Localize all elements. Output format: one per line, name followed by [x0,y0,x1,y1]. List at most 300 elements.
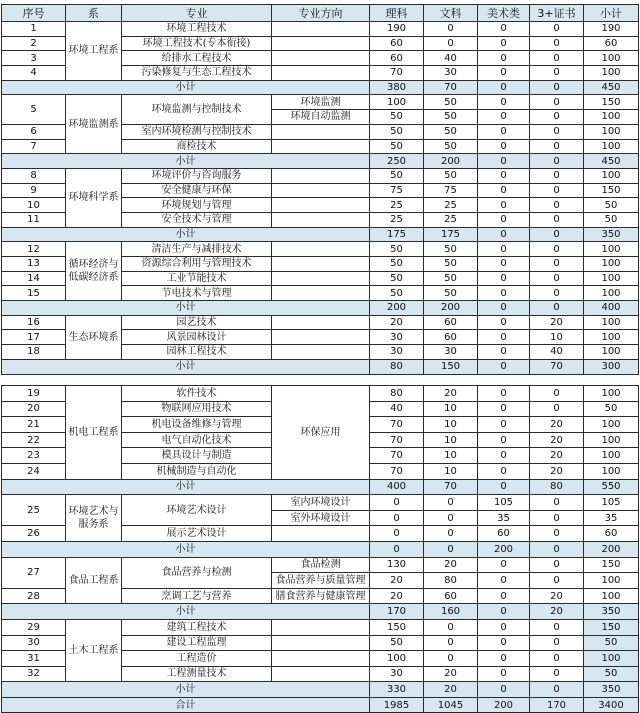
row-number: 23 [2,448,66,464]
row-number: 26 [2,526,66,542]
department-name: 机电工程系 [66,386,122,480]
row-number: 21 [2,417,66,433]
value-zs: 0 [530,124,584,139]
row-number: 28 [2,588,66,604]
row-number: 10 [2,198,66,213]
row-number: 25 [2,495,66,526]
value-zs: 0 [530,666,584,682]
subtotal-li: 0 [370,541,424,557]
department-name: 生态环境系 [66,315,122,359]
value-zs: 0 [530,619,584,635]
row-number: 16 [2,315,66,330]
value-wen: 0 [424,495,478,511]
subtotal-wen: 70 [424,479,478,495]
subtotal-row [2,227,639,242]
subtotal-xj: 350 [584,227,639,242]
value-xj: 35 [584,510,639,526]
major-direction [272,198,370,213]
major-name: 资源综合利用与管理技术 [122,257,272,272]
subtotal-xj: 400 [584,301,639,316]
subtotal-wen: 70 [424,80,478,95]
value-mei: 60 [478,526,530,542]
major-direction [272,51,370,66]
department-name: 循环经济与低碳经济系 [66,242,122,301]
value-mei: 0 [478,110,530,125]
table-row [2,557,639,573]
major-direction [272,139,370,154]
value-li: 30 [370,666,424,682]
value-wen: 50 [424,124,478,139]
value-xj: 100 [584,110,639,125]
column-header: 3+证书 [530,5,584,22]
major-direction [272,666,370,682]
header-row [2,5,639,22]
value-xj: 100 [584,588,639,604]
value-xj: 100 [584,124,639,139]
subtotal-li: 170 [370,604,424,620]
value-wen: 60 [424,330,478,345]
major-name: 清洁生产与减排技术 [122,242,272,257]
department-name: 环境科学系 [66,168,122,227]
value-li: 70 [370,417,424,433]
row-number: 1 [2,22,66,37]
value-wen: 0 [424,526,478,542]
subtotal-mei: 0 [478,154,530,169]
column-header: 小计 [584,5,639,22]
subtotal-zs: 0 [530,541,584,557]
row-number: 3 [2,51,66,66]
subtotal-row [2,154,639,169]
subtotal-mei: 0 [478,80,530,95]
value-li: 50 [370,168,424,183]
value-zs: 20 [530,588,584,604]
value-xj: 190 [584,22,639,37]
major-name: 工程造价 [122,651,272,667]
major-direction: 室内环境设计 [272,495,370,511]
major-name: 工程测量技术 [122,666,272,682]
value-mei: 0 [478,651,530,667]
major-name: 节电技术与管理 [122,286,272,301]
value-wen: 75 [424,183,478,198]
value-li: 60 [370,36,424,51]
value-zs: 0 [530,183,584,198]
value-li: 25 [370,198,424,213]
row-number: 22 [2,432,66,448]
row-number: 7 [2,139,66,154]
value-wen: 50 [424,168,478,183]
value-li: 75 [370,183,424,198]
enrollment-table-bottom [1,385,639,713]
table-row [2,495,639,511]
major-direction [272,619,370,635]
value-mei: 0 [478,242,530,257]
value-zs: 0 [530,110,584,125]
subtotal-wen: 175 [424,227,478,242]
subtotal-xj: 300 [584,359,639,374]
table-row [2,619,639,635]
value-li: 50 [370,635,424,651]
subtotal-xj: 450 [584,80,639,95]
subtotal-mei: 200 [478,541,530,557]
major-name: 园林工程技术 [122,345,272,360]
value-mei: 0 [478,315,530,330]
subtotal-label: 小计 [2,301,370,316]
enrollment-table-part2 [0,385,640,713]
value-zs: 0 [530,510,584,526]
subtotal-label: 小计 [2,682,370,698]
value-mei: 0 [478,432,530,448]
subtotal-row [2,301,639,316]
major-name: 环境规划与管理 [122,198,272,213]
major-name: 机械制造与自动化 [122,463,272,479]
value-wen: 0 [424,635,478,651]
value-xj: 100 [584,386,639,402]
major-name: 工业节能技术 [122,271,272,286]
total-row [2,697,639,713]
value-li: 50 [370,286,424,301]
row-number: 8 [2,168,66,183]
major-name: 模具设计与制造 [122,448,272,464]
department-name: 环境监测系 [66,95,122,154]
value-mei: 0 [478,22,530,37]
row-number: 4 [2,66,66,81]
value-xj: 60 [584,526,639,542]
major-direction: 食品检测 [272,557,370,573]
subtotal-li: 380 [370,80,424,95]
value-li: 40 [370,401,424,417]
value-zs: 0 [530,651,584,667]
subtotal-wen: 0 [424,541,478,557]
value-zs: 0 [530,271,584,286]
major-direction [272,242,370,257]
subtotal-li: 80 [370,359,424,374]
value-li: 0 [370,526,424,542]
major-name: 环境工程技术(专本衔接) [122,36,272,51]
value-mei: 0 [478,95,530,110]
value-mei: 105 [478,495,530,511]
value-li: 70 [370,432,424,448]
row-number: 9 [2,183,66,198]
value-mei: 35 [478,510,530,526]
column-header: 专业方向 [272,5,370,22]
subtotal-zs: 0 [530,80,584,95]
value-wen: 10 [424,401,478,417]
row-number: 18 [2,345,66,360]
major-direction [272,286,370,301]
value-mei: 0 [478,557,530,573]
subtotal-zs: 0 [530,682,584,698]
value-xj: 150 [584,183,639,198]
value-xj: 60 [584,36,639,51]
value-mei: 0 [478,212,530,227]
value-wen: 0 [424,651,478,667]
value-zs: 40 [530,345,584,360]
value-xj: 100 [584,66,639,81]
value-li: 25 [370,212,424,227]
major-direction [272,36,370,51]
value-li: 50 [370,257,424,272]
value-wen: 40 [424,51,478,66]
value-zs: 20 [530,432,584,448]
major-direction: 食品营养与质量管理 [272,573,370,589]
value-xj: 150 [584,557,639,573]
total-xj: 3400 [584,697,639,713]
value-xj: 100 [584,286,639,301]
subtotal-row [2,604,639,620]
value-li: 20 [370,573,424,589]
major-direction: 室外环境设计 [272,510,370,526]
value-zs: 0 [530,66,584,81]
subtotal-xj: 450 [584,154,639,169]
major-direction: 环保应用 [272,386,370,480]
major-name: 机电设备维修与管理 [122,417,272,433]
major-name: 园艺技术 [122,315,272,330]
major-name: 软件技术 [122,386,272,402]
value-wen: 50 [424,110,478,125]
value-mei: 0 [478,448,530,464]
value-mei: 0 [478,386,530,402]
table-row [2,242,639,257]
value-mei: 0 [478,401,530,417]
value-mei: 0 [478,666,530,682]
value-xj: 105 [584,495,639,511]
column-header: 专业 [122,5,272,22]
major-name: 给排水工程技术 [122,51,272,66]
value-wen: 20 [424,557,478,573]
row-number: 14 [2,271,66,286]
value-li: 50 [370,124,424,139]
subtotal-wen: 150 [424,359,478,374]
value-li: 130 [370,557,424,573]
major-name: 建筑工程技术 [122,619,272,635]
value-xj: 100 [584,315,639,330]
enrollment-table-part1 [0,4,640,375]
column-header: 系 [66,5,122,22]
subtotal-li: 330 [370,682,424,698]
value-mei: 0 [478,619,530,635]
value-xj: 100 [584,51,639,66]
department-name: 食品工程系 [66,557,122,604]
row-number: 20 [2,401,66,417]
value-li: 0 [370,510,424,526]
value-li: 70 [370,448,424,464]
subtotal-label: 小计 [2,479,370,495]
row-number: 12 [2,242,66,257]
value-mei: 0 [478,139,530,154]
subtotal-wen: 200 [424,301,478,316]
value-zs: 0 [530,212,584,227]
total-mei: 200 [478,697,530,713]
enrollment-table-top [1,4,639,375]
value-wen: 25 [424,212,478,227]
subtotal-label: 小计 [2,604,370,620]
value-wen: 25 [424,198,478,213]
subtotal-label: 小计 [2,80,370,95]
subtotal-mei: 0 [478,604,530,620]
value-xj: 50 [584,635,639,651]
value-wen: 50 [424,286,478,301]
subtotal-wen: 20 [424,682,478,698]
value-mei: 0 [478,417,530,433]
department-name: 环境工程系 [66,22,122,81]
major-direction: 环境自动监测 [272,110,370,125]
value-li: 50 [370,271,424,286]
subtotal-zs: 80 [530,479,584,495]
value-xj: 100 [584,271,639,286]
value-wen: 10 [424,417,478,433]
column-header: 文科 [424,5,478,22]
subtotal-label: 小计 [2,541,370,557]
value-li: 0 [370,495,424,511]
major-name: 食品营养与检测 [122,557,272,588]
value-xj: 100 [584,330,639,345]
major-direction [272,526,370,542]
value-wen: 30 [424,345,478,360]
table-row [2,95,639,110]
major-name: 物联网应用技术 [122,401,272,417]
value-xj: 100 [584,257,639,272]
row-number: 17 [2,330,66,345]
value-zs: 0 [530,139,584,154]
total-wen: 1045 [424,697,478,713]
subtotal-zs: 0 [530,301,584,316]
subtotal-li: 400 [370,479,424,495]
value-wen: 0 [424,619,478,635]
value-zs: 0 [530,168,584,183]
value-li: 60 [370,51,424,66]
major-direction: 膳食营养与健康管理 [272,588,370,604]
subtotal-row [2,541,639,557]
major-name: 污染修复与生态工程技术 [122,66,272,81]
value-li: 70 [370,66,424,81]
major-direction [272,168,370,183]
value-xj: 100 [584,448,639,464]
major-name: 烹调工艺与营养 [122,588,272,604]
value-xj: 150 [584,619,639,635]
value-wen: 0 [424,22,478,37]
row-number: 24 [2,463,66,479]
total-li: 1985 [370,697,424,713]
value-xj: 100 [584,417,639,433]
value-zs: 0 [530,257,584,272]
value-xj: 100 [584,651,639,667]
value-wen: 20 [424,666,478,682]
value-mei: 0 [478,124,530,139]
value-xj: 50 [584,401,639,417]
row-number: 30 [2,635,66,651]
major-name: 展示艺术设计 [122,526,272,542]
major-direction [272,345,370,360]
subtotal-xj: 350 [584,604,639,620]
subtotal-li: 250 [370,154,424,169]
subtotal-row [2,80,639,95]
value-zs: 20 [530,463,584,479]
value-li: 190 [370,22,424,37]
major-direction [272,651,370,667]
row-number: 5 [2,95,66,124]
value-zs: 0 [530,242,584,257]
major-direction [272,212,370,227]
value-wen: 50 [424,257,478,272]
value-mei: 0 [478,573,530,589]
subtotal-zs: 70 [530,359,584,374]
subtotal-mei: 0 [478,682,530,698]
major-name: 环境评价与咨询服务 [122,168,272,183]
value-mei: 0 [478,635,530,651]
value-xj: 100 [584,345,639,360]
value-li: 50 [370,242,424,257]
row-number: 19 [2,386,66,402]
value-li: 30 [370,330,424,345]
value-xj: 100 [584,463,639,479]
value-wen: 10 [424,432,478,448]
value-zs: 0 [530,635,584,651]
value-xj: 100 [584,139,639,154]
value-xj: 100 [584,573,639,589]
subtotal-label: 小计 [2,154,370,169]
major-direction [272,271,370,286]
row-number: 27 [2,557,66,588]
major-name: 环境艺术设计 [122,495,272,526]
subtotal-li: 175 [370,227,424,242]
subtotal-xj: 200 [584,541,639,557]
major-direction [272,635,370,651]
value-zs: 20 [530,315,584,330]
row-number: 2 [2,36,66,51]
major-name: 建设工程监理 [122,635,272,651]
value-wen: 20 [424,386,478,402]
value-zs: 20 [530,448,584,464]
major-name: 风景园林设计 [122,330,272,345]
subtotal-mei: 0 [478,227,530,242]
value-mei: 0 [478,36,530,51]
row-number: 29 [2,619,66,635]
major-name: 商检技术 [122,139,272,154]
major-direction [272,257,370,272]
value-zs: 0 [530,401,584,417]
value-xj: 50 [584,666,639,682]
column-header: 理科 [370,5,424,22]
value-li: 20 [370,315,424,330]
row-number: 32 [2,666,66,682]
subtotal-zs: 20 [530,604,584,620]
department-name: 环境艺术与服务系 [66,495,122,542]
subtotal-xj: 550 [584,479,639,495]
value-li: 150 [370,619,424,635]
row-number: 6 [2,124,66,139]
department-name: 土木工程系 [66,619,122,681]
value-li: 100 [370,651,424,667]
row-number: 11 [2,212,66,227]
value-li: 30 [370,345,424,360]
value-mei: 0 [478,330,530,345]
subtotal-wen: 160 [424,604,478,620]
subtotal-xj: 350 [584,682,639,698]
value-mei: 0 [478,257,530,272]
value-mei: 0 [478,286,530,301]
major-name: 环境工程技术 [122,22,272,37]
value-wen: 30 [424,66,478,81]
major-direction [272,22,370,37]
subtotal-wen: 200 [424,154,478,169]
major-name: 安全健康与环保 [122,183,272,198]
value-zs: 0 [530,286,584,301]
value-wen: 50 [424,139,478,154]
total-zs: 170 [530,697,584,713]
value-wen: 0 [424,510,478,526]
value-mei: 0 [478,66,530,81]
subtotal-zs: 0 [530,227,584,242]
